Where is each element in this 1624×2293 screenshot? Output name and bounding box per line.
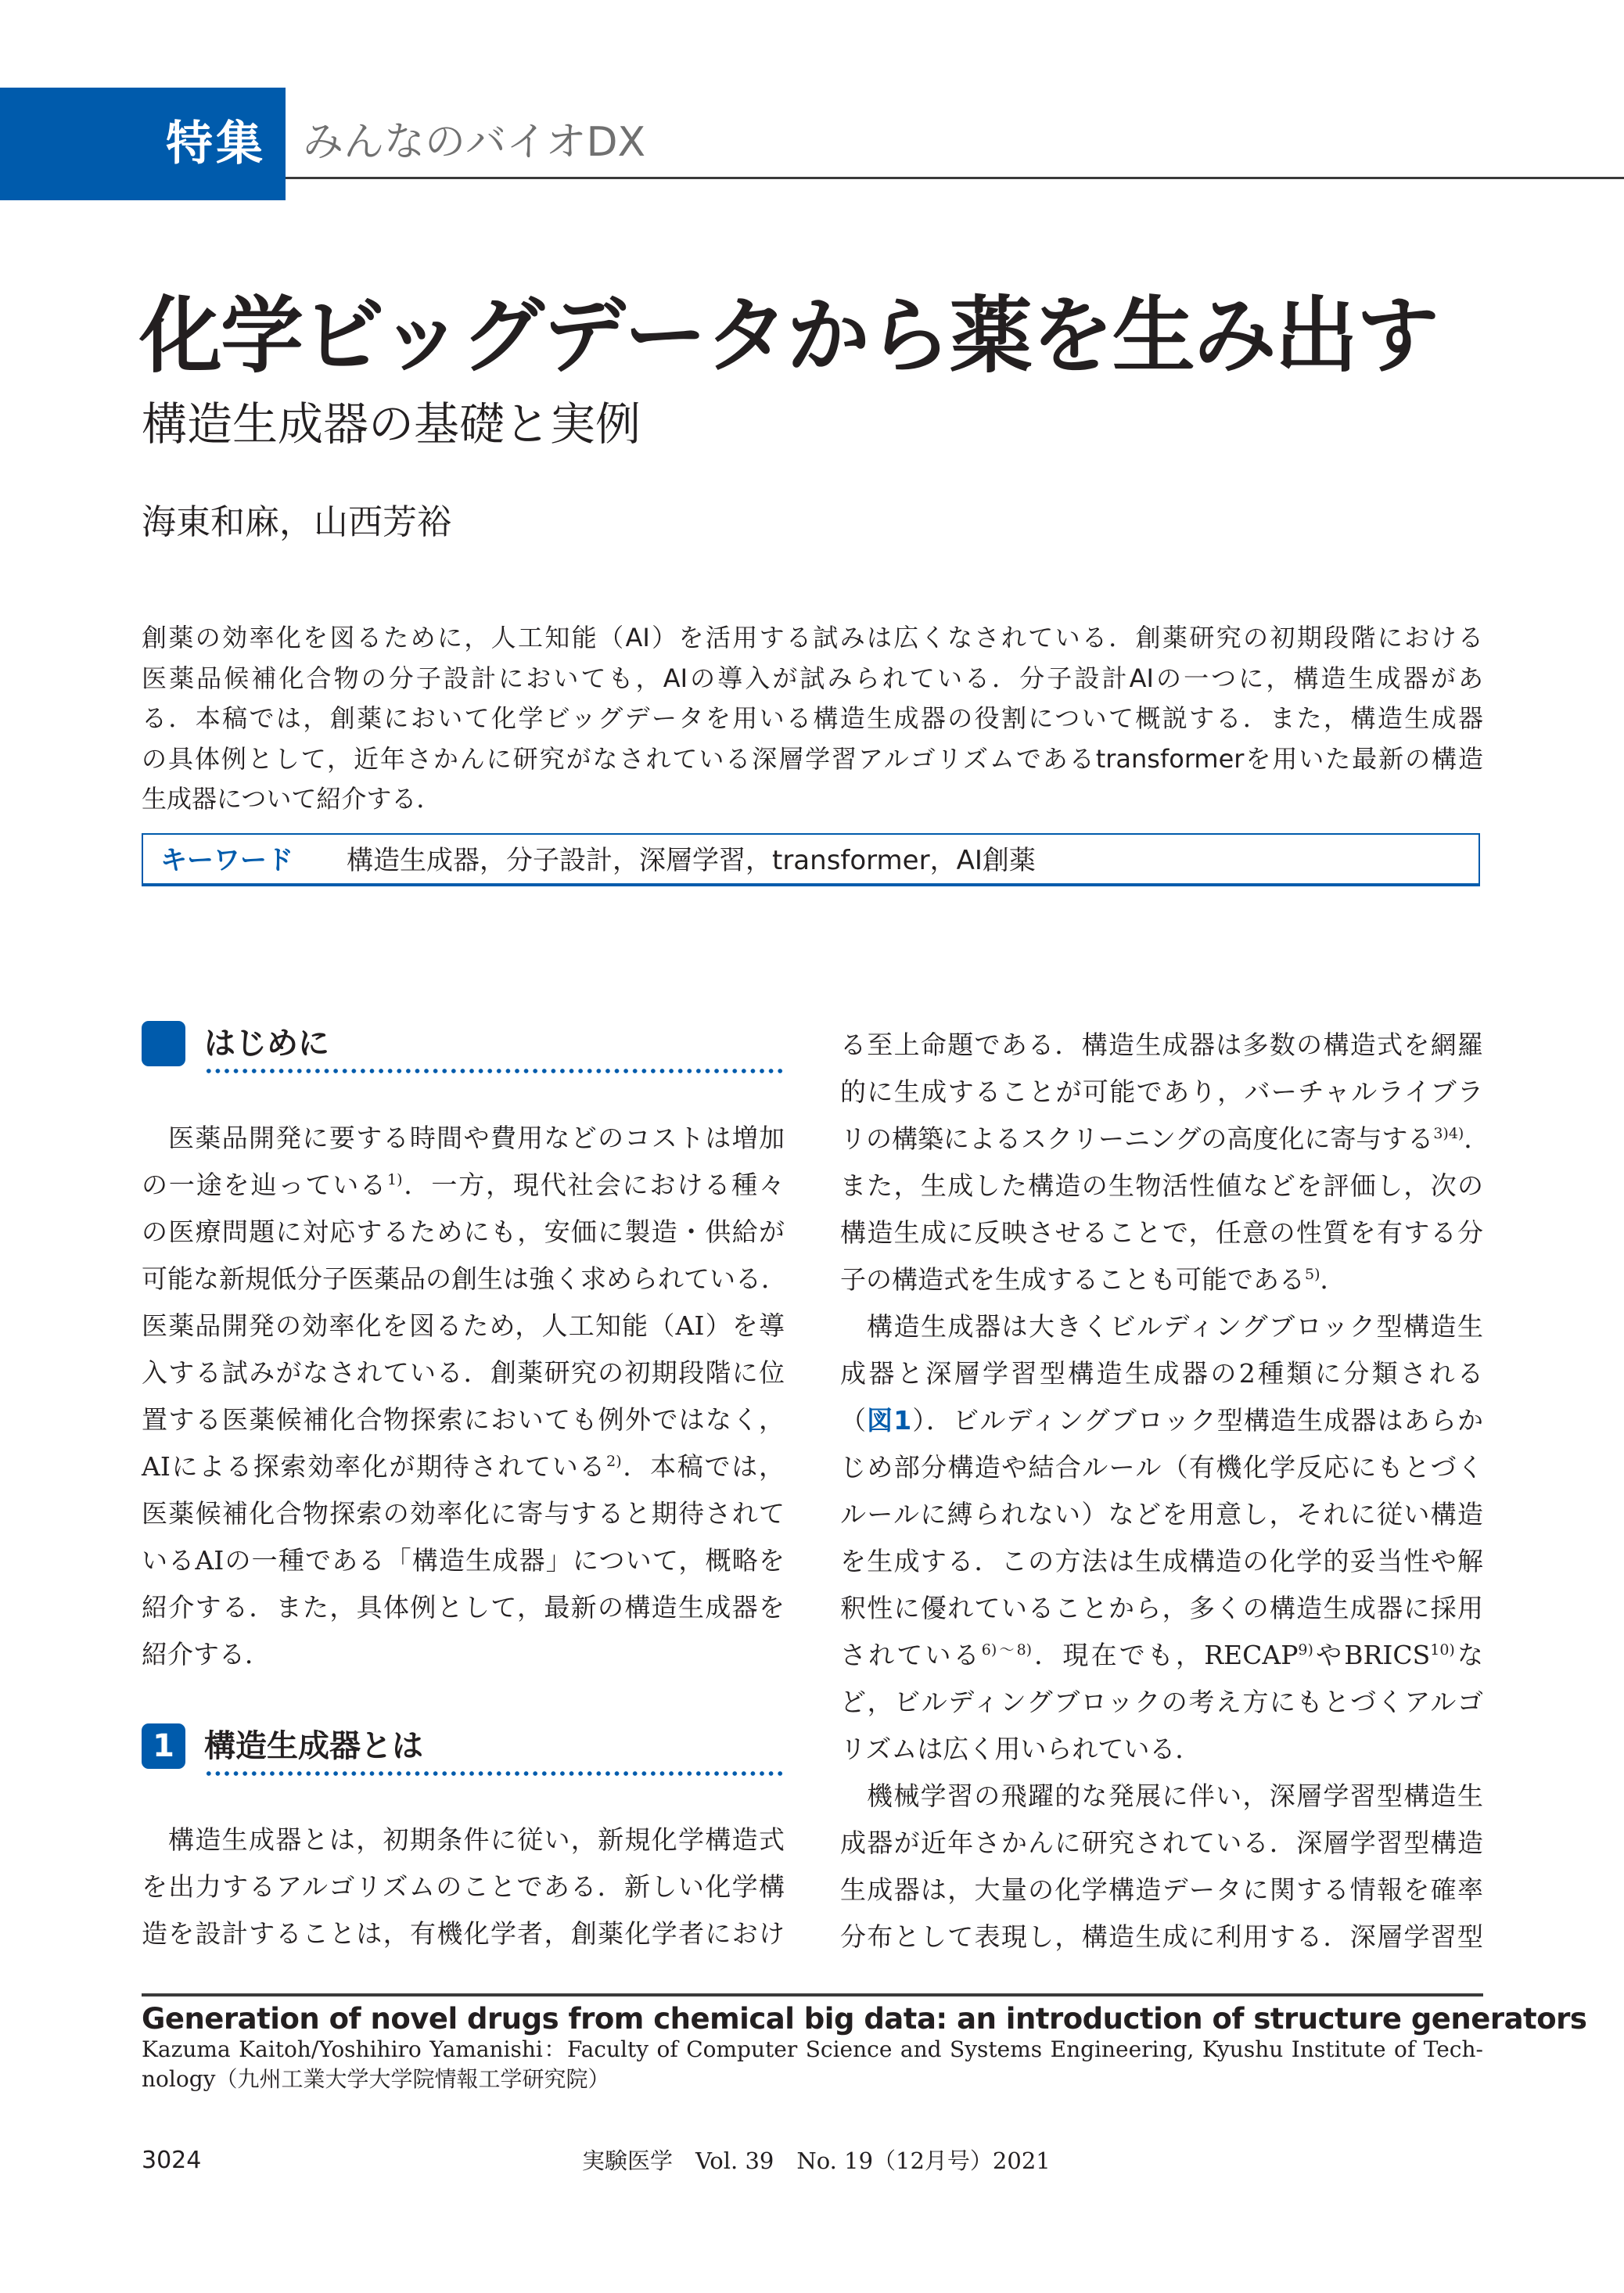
body-text-line: 生成器は，大量の化学構造データに関する情報を確率 bbox=[840, 1874, 1483, 1905]
english-title: Generation of novel drugs from chemical big data: an introduction of structure generators bbox=[142, 2002, 1587, 2036]
reference-superscript[interactable]: 5) bbox=[1305, 1266, 1320, 1283]
section-heading-introduction bbox=[142, 1021, 785, 1076]
body-text-line: 置する医薬候補化合物探索においても例外ではなく， bbox=[142, 1404, 785, 1435]
heading-marker bbox=[142, 1021, 185, 1066]
body-text-line: 釈性に優れていることから，多くの構造生成器に採用 bbox=[840, 1593, 1483, 1623]
figure-reference-link[interactable]: 図1 bbox=[867, 1405, 912, 1436]
body-text-line: じめ部分構造や結合ルール（有機化学反応にもとづく bbox=[840, 1452, 1483, 1483]
abstract-line: 創薬の効率化を図るために，人工知能（AI）を活用する試みは広くなされている．創薬研究の初期段階における bbox=[142, 623, 1483, 652]
body-text-line: る至上命題である．構造生成器は多数の構造式を網羅 bbox=[840, 1030, 1483, 1060]
journal-citation: 実験医学 Vol. 39 No. 19（12月号）2021 bbox=[582, 2147, 1051, 2174]
body-text-line: 的に生成することが可能であり，バーチャルライブラ bbox=[840, 1076, 1483, 1107]
body-text-line: いるAIの一種である「構造生成器」について，概略を bbox=[142, 1545, 785, 1576]
paragraph-intro bbox=[142, 1115, 785, 1678]
reference-superscript[interactable]: 3)4) bbox=[1433, 1125, 1464, 1142]
series-title: みんなのバイオDX bbox=[303, 119, 646, 166]
body-text-line: の一途を辿っている$^{1)}$．一方，現代社会における種々 bbox=[142, 1170, 785, 1200]
abstract-line: 生成器について紹介する． bbox=[142, 784, 442, 814]
body-text-line: ルールに縛られない）などを用意し，それに従い構造 bbox=[840, 1499, 1483, 1529]
reference-superscript[interactable]: 10) bbox=[1430, 1641, 1455, 1659]
body-text-line: 紹介する． bbox=[142, 1639, 271, 1669]
body-text-line: の医療問題に対応するためにも，安価に製造・供給が bbox=[142, 1217, 785, 1247]
reference-superscript[interactable]: 9) bbox=[1298, 1641, 1313, 1659]
body-text-line: 子の構造式を生成することも可能である$^{5)}$． bbox=[840, 1264, 1346, 1295]
abstract-line: る．本稿では，創薬において化学ビッグデータを用いる構造生成器の役割について概説する．また，構造生成器 bbox=[142, 703, 1483, 733]
heading-text: 構造生成器とは bbox=[204, 1728, 423, 1764]
body-text-line: 医薬品開発に要する時間や費用などのコストは増加 bbox=[168, 1123, 785, 1153]
body-text-line: （図1）．ビルディングブロック型構造生成器はあらか bbox=[840, 1405, 1483, 1436]
section-heading-1 bbox=[142, 1723, 785, 1778]
body-text-line: 構造生成器は大きくビルディングブロック型構造生 bbox=[867, 1311, 1483, 1342]
abstract-line: 医薬品候補化合物の分子設計においても，AIの導入が試みられている．分子設計AIの一つに，構造生成器があ bbox=[142, 663, 1483, 693]
body-text-line: リズムは広く用いられている． bbox=[840, 1734, 1202, 1764]
heading-number: 1 bbox=[142, 1723, 185, 1769]
body-text-line: 紹介する．また，具体例として，最新の構造生成器を bbox=[142, 1592, 785, 1623]
affiliation-line: Kazuma Kaitoh/Yoshihiro Yamanishi：Faculty of Computer Science and Systems Engineering, Kyushu Institute of Tech- bbox=[142, 2036, 1483, 2062]
body-text-line: 成器と深層学習型構造生成器の2種類に分類される bbox=[840, 1358, 1483, 1389]
body-text-line: 分布として表現し，構造生成に利用する．深層学習型 bbox=[840, 1921, 1483, 1952]
body-text-line: 医薬候補化合物探索の効率化に寄与すると期待されて bbox=[142, 1498, 785, 1529]
body-text-line: を出力するアルゴリズムのことである．新しい化学構 bbox=[142, 1871, 785, 1902]
heading-dotted-rule bbox=[204, 1069, 785, 1073]
body-text-line: リの構築によるスクリーニングの高度化に寄与する$^{3)4)}$． bbox=[840, 1123, 1490, 1154]
english-affiliation bbox=[142, 2035, 1483, 2094]
body-text-line: AIによる探索効率化が期待されている$^{2)}$．本稿では， bbox=[142, 1451, 785, 1482]
body-text-line: 入する試みがなされている．創薬研究の初期段階に位 bbox=[142, 1357, 785, 1388]
body-text-line: 可能な新規低分子医薬品の創生は強く求められている． bbox=[142, 1263, 787, 1294]
paragraph-section-1 bbox=[142, 1817, 785, 1957]
body-text-line: 機械学習の飛躍的な発展に伴い，深層学習型構造生 bbox=[867, 1781, 1483, 1811]
abstract bbox=[142, 618, 1483, 820]
header-rule bbox=[286, 177, 1624, 179]
body-text-line: 構造生成に反映させることで，任意の性質を有する分 bbox=[840, 1217, 1483, 1248]
body-text-line: 構造生成器とは，初期条件に従い，新規化学構造式 bbox=[168, 1824, 785, 1855]
body-text-line: 医薬品開発の効率化を図るため，人工知能（AI）を導 bbox=[142, 1310, 785, 1341]
body-text-line: また，生成した構造の生物活性値などを評価し，次の bbox=[840, 1170, 1483, 1201]
body-text-line: 成器が近年さかんに研究されている．深層学習型構造 bbox=[840, 1828, 1483, 1858]
reference-superscript[interactable]: 2) bbox=[606, 1453, 622, 1470]
body-text-line: ど，ビルディングブロックの考え方にもとづくアルゴ bbox=[840, 1687, 1483, 1717]
article-subtitle: 構造生成器の基礎と実例 bbox=[142, 397, 641, 451]
feature-label: 特集 bbox=[166, 117, 266, 171]
heading-dotted-rule bbox=[204, 1771, 785, 1776]
abstract-line: の具体例として，近年さかんに研究がなされている深層学習アルゴリズムであるtransformerを用いた最新の構造 bbox=[142, 743, 1483, 774]
body-text-line: を生成する．この方法は生成構造の化学的妥当性や解 bbox=[840, 1546, 1483, 1576]
reference-superscript[interactable]: 6)～8) bbox=[981, 1641, 1033, 1659]
reference-superscript[interactable]: 1) bbox=[387, 1171, 403, 1188]
body-text-line: 造を設計することは，有機化学者，創薬化学者におけ bbox=[142, 1918, 785, 1949]
keywords-label: キーワード bbox=[160, 845, 293, 876]
paragraph-right-column bbox=[840, 1022, 1490, 1961]
body-text-line: されている$^{6)\sim 8)}$．現在でも，RECAP$^{9)}$やBRICS$^{10)}$な bbox=[840, 1640, 1483, 1670]
heading-text: はじめに bbox=[204, 1026, 329, 1062]
article-authors: 海東和麻，山西芳裕 bbox=[142, 502, 451, 542]
footer-rule bbox=[142, 1993, 1483, 1996]
page-number: 3024 bbox=[142, 2147, 202, 2174]
keywords-list: 構造生成器，分子設計，深層学習，transformer，AI創薬 bbox=[347, 845, 1036, 876]
article-title: 化学ビッグデータから薬を生み出す bbox=[139, 288, 1438, 384]
affiliation-line: nology（九州工業大学大学院情報工学研究院） bbox=[142, 2066, 610, 2092]
